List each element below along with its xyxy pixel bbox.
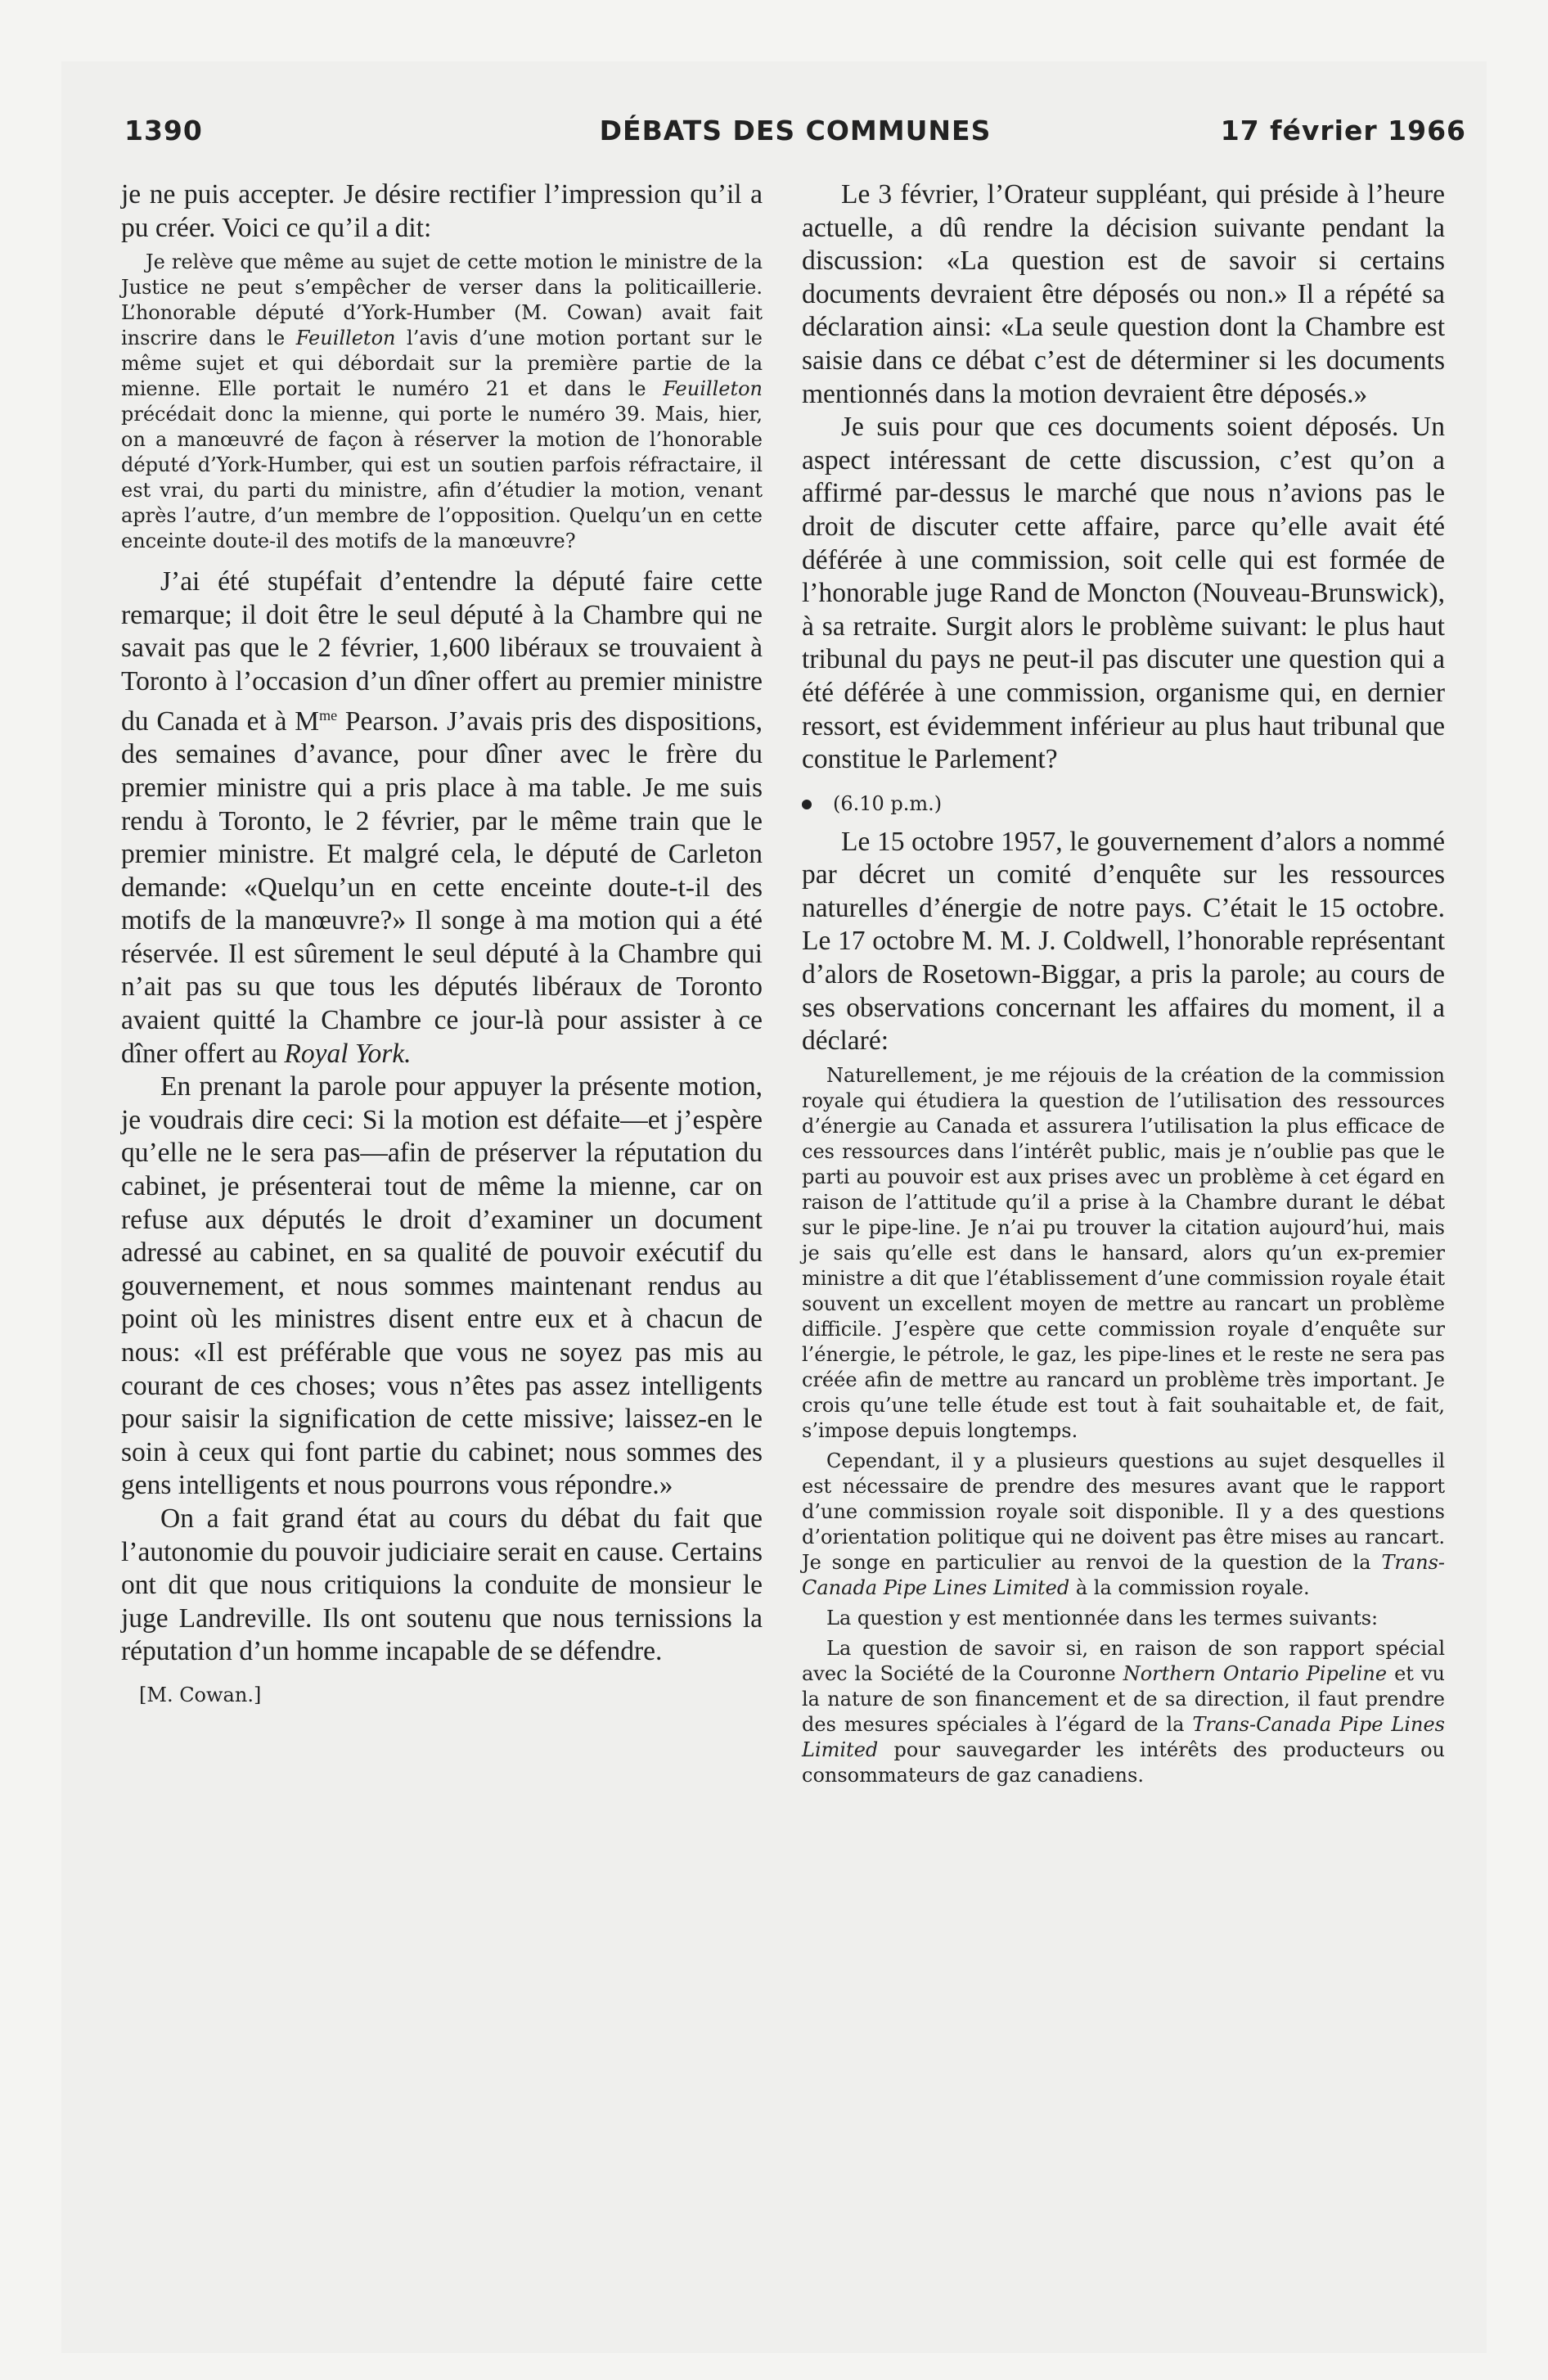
paragraph: On a fait grand état au cours du débat du fait que l’autonomie du pouvoir judiciaire serait en cause. Certains ont dit que nous critiquions la conduite de monsieur le juge Landreville. Ils ont soutenu que nous ternissions la réputation d’un homme incapable de se défendre. (121, 1503, 763, 1667)
quotation: La question de savoir si, en raison de son rapport spécial avec la Société de la Couronne Northern Ontario Pipeline et vu la nature de son financement et de sa direction, il faut prendre des mesures spéciales à l’égard de la Trans-Canada Pipe Lines Limited pour sauvegarder les intérêts des producteurs ou consommateurs de gaz canadiens. (802, 1636, 1446, 1787)
page-number: 1390 (124, 115, 203, 146)
quotation: Je relève que même au sujet de cette motion le ministre de la Justice ne peut s’empêcher de verser dans la politicaillerie. L’honorable député d’York-Humber (M. Cowan) avait fait inscrire dans le Feuilleton l’avis d’une motion portant sur le même sujet et qui débordait sur la première partie de la mienne. Elle portait le numéro 21 et dans le Feuilleton précédait donc la mienne, qui porte le numéro 39. Mais, hier, on a manœuvré de façon à réserver la motion de l’honorable député d’York-Humber, qui est un soutien parfois réfractaire, il est vrai, du parti du ministre, afin d’étudier la motion, venant après l’autre, d’un membre de l’opposition. Quelqu’un en cette enceinte doute-il des motifs de la manœuvre? (121, 250, 763, 553)
paragraph: je ne puis accepter. Je désire rectifier l’impression qu’il a pu créer. Voici ce qu’il a dit: (121, 179, 763, 243)
timestamp: (6.10 p.m.) (802, 790, 1445, 818)
quotation: Naturellement, je me réjouis de la création de la commission royale qui étudiera la question de l’utilisation des ressources d’énergie au Canada et assurera l’utilisation la plus efficace de ces ressources dans l’intérêt public, mais je n’oublie pas que le parti au pouvoir est aux prises avec un problème à cet égard en raison de l’attitude qu’il a prise à la Chambre durant le débat sur le pipe-line. Je n’ai pu trouver la citation aujourd’hui, mais je sais qu’elle est dans le hansard, alors qu’un ex-premier ministre a dit que l’établissement d’une commission royale était souvent un excellent moyen de mettre au rancart un problème difficile. J’espère que cette commission royale d’enquête sur l’énergie, le pétrole, le gaz, les pipe-lines et le reste ne sera pas créée afin de mettre au rancard un problème très important. Je crois qu’une telle étude est tout à fait souhaitable et, de fait, s’impose depuis longtemps. (802, 1063, 1445, 1442)
page-date: 17 février 1966 (1220, 115, 1466, 146)
quotation: La question y est mentionnée dans les termes suivants: (826, 1606, 1379, 1629)
left-column (121, 178, 763, 1706)
right-column (802, 178, 1445, 1788)
paragraph: Je suis pour que ces documents soient déposés. Un aspect intéressant de cette discussion, c’est qu’on a affirmé par-dessus le marché que nous n’avions pas le droit de discuter cette affaire, parce qu’elle avait été déférée à une commission, soit celle qui est formée de l’honorable juge Rand de Moncton (Nouveau-Brunswick), à sa retraite. Surgit alors le problème suivant: le plus haut tribunal du pays ne peut-il pas discuter une question qui a été déférée à une commission, organisme qui, en dernier ressort, est évidemment inférieur au plus haut tribunal que constitue le Parlement? (802, 412, 1445, 775)
paragraph: Le 15 octobre 1957, le gouvernement d’alors a nommé par décret un comité d’enquête sur les ressources naturelles d’énergie de notre pays. C’était le 15 octobre. Le 17 octobre M. M. J. Coldwell, l’honorable représentant d’alors de Rosetown-Biggar, a pris la parole; au cours de ses observations concernant les affaires du moment, il a déclaré: (802, 826, 1445, 1057)
paragraph: Le 3 février, l’Orateur suppléant, qui préside à l’heure actuelle, a dû rendre la décision suivante pendant la discussion: «La question est de savoir si certains documents devraient être déposés ou non.» Il a répété sa déclaration ainsi: «La seule question dont la Chambre est saisie dans ce débat c’est de déterminer si les documents mentionnés dans la motion devraient être déposés.» (802, 179, 1445, 409)
page-title: DÉBATS DES COMMUNES (599, 115, 992, 146)
page-header (124, 115, 1466, 156)
paragraph: En prenant la parole pour appuyer la présente motion, je voudrais dire ceci: Si la motion est défaite—et j’espère qu’elle ne le sera pas—afin de préserver la réputation du cabinet, je présenterai tout de même la mienne, car on refuse aux députés le droit d’examiner un document adressé au cabinet, en sa qualité de pouvoir exécutif du gouvernement, et nous sommes maintenant rendus au point où les ministres disent entre eux et à chacun de nous: «Il est préférable que vous ne soyez pas mis au courant de ces choses; vous n’êtes pas assez intelligents pour saisir la signification de cette missive; laissez-en le soin à ceux qui font partie du cabinet; nous sommes des gens intelligents et nous pourrons vous répondre.» (121, 1071, 763, 1501)
bullet-icon (802, 800, 812, 809)
quotation: Cependant, il y a plusieurs questions au sujet desquelles il est nécessaire de prendre des mesures avant que le rapport d’une commission royale soit disponible. Il y a des questions d’orientation politique qui ne doivent pas être mises au rancart. Je songe en particulier au renvoi de la question de la Trans-Canada Pipe Lines Limited à la commission royale. (802, 1449, 1445, 1599)
speaker-attribution: [M. Cowan.] (139, 1683, 262, 1706)
paragraph: J’ai été stupéfait d’entendre la député faire cette remarque; il doit être le seul député à la Chambre qui ne savait pas que le 2 février, 1,600 libéraux se trouvaient à Toronto à l’occasion d’un dîner offert au premier ministre du Canada et à $M^{me}$ Pearson. J’avais pris des dispositions, des semaines d’avance, pour dîner avec le frère du premier ministre qui a pris place à ma table. Je me suis rendu à Toronto, le 2 février, par le même train que le premier ministre. Et malgré cela, le député de Carleton demande: «Quelqu’un en cette enceinte doute-t-il des motifs de la manœuvre?» Il songe à ma motion qui a été réservée. Il est sûrement le seul député à la Chambre qui n’ait pas su que tous les députés libéraux de Toronto avaient quitté la Chambre ce jour-là pour assister à ce dîner offert au Royal York. (121, 566, 763, 1069)
